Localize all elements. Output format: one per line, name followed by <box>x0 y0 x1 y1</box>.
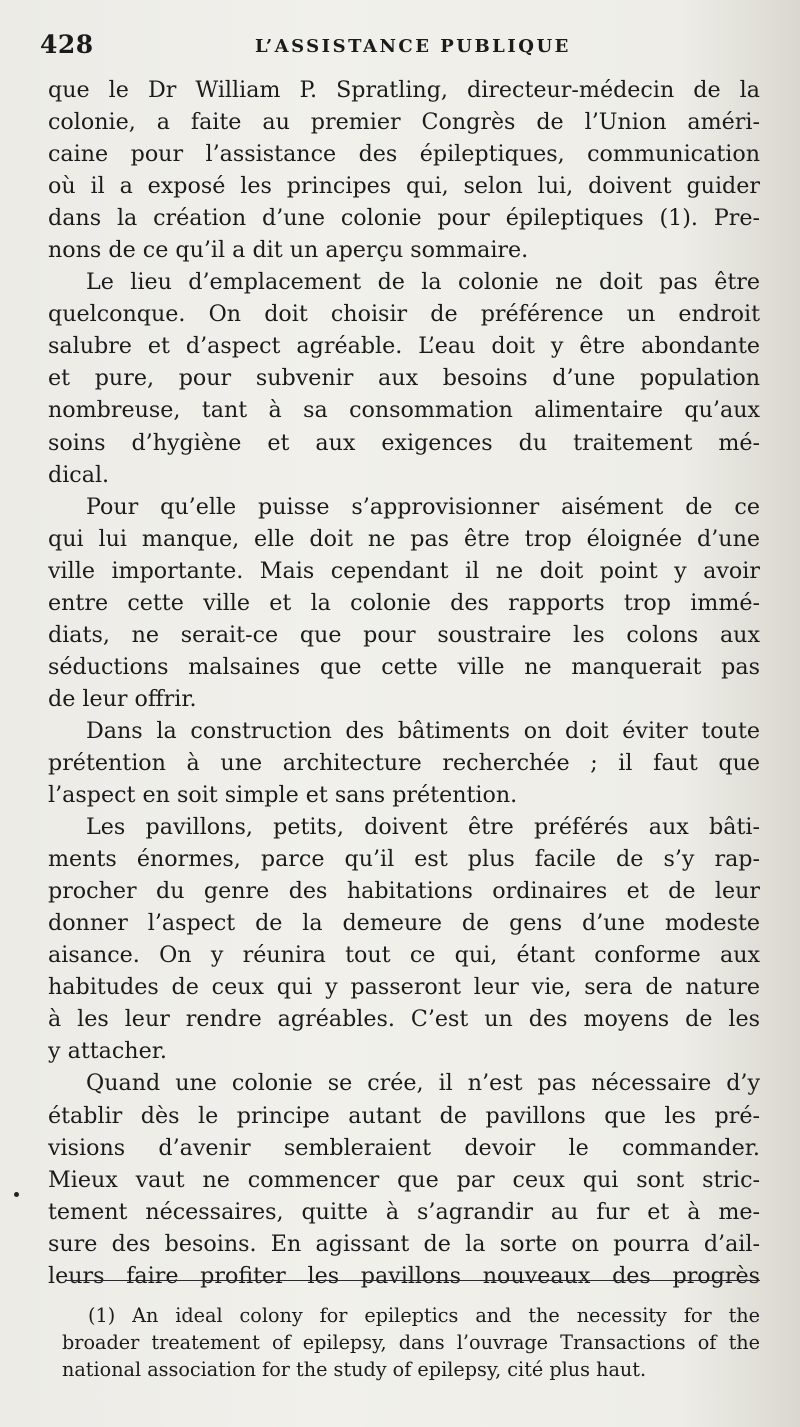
paragraph-start-line: Quand une colonie se crée, il n’est pas nécessaire d’y <box>86 1070 760 1097</box>
text-line: donner l’aspect de la demeure de gens d’une modeste <box>48 910 760 937</box>
text-line: ments énormes, parce qu’il est plus facile de s’y rap- <box>48 846 760 873</box>
text-line: qui lui manque, elle doit ne pas être trop éloignée d’une <box>48 525 760 552</box>
text-line: soins d’hygiène et aux exigences du traitement mé- <box>48 429 760 456</box>
body-text <box>48 74 760 1292</box>
text-line: tement nécessaires, quitte à s’agrandir au fur et à me- <box>48 1198 760 1225</box>
text-line: salubre et d’aspect agréable. L’eau doit y être abondante <box>48 333 760 360</box>
page-number: 428 <box>40 30 94 59</box>
text-line: prétention à une architecture recherchée ; il faut que <box>48 749 760 776</box>
paragraph-start-line: Les pavillons, petits, doivent être préférés aux bâti- <box>86 814 760 841</box>
text-line: caine pour l’assistance des épileptiques, communication <box>48 141 760 168</box>
footnote-line: (1) An ideal colony for epileptics and the necessity for the <box>88 1304 760 1327</box>
text-line: l’aspect en soit simple et sans prétention. <box>48 782 518 809</box>
footnote-line: national association for the study of epilepsy, cité plus haut. <box>62 1358 647 1381</box>
text-line: à les leur rendre agréables. C’est un des moyens de les <box>48 1006 760 1033</box>
text-line: sure des besoins. En agissant de la sorte on pourra d’ail- <box>48 1230 760 1257</box>
text-line: aisance. On y réunira tout ce qui, étant conforme aux <box>48 942 760 969</box>
text-line: dical. <box>48 461 110 488</box>
text-line: colonie, a faite au premier Congrès de l’Union améri- <box>48 109 760 136</box>
text-line: entre cette ville et la colonie des rapports trop immé- <box>48 589 760 616</box>
paragraph-start-line: Pour qu’elle puisse s’approvisionner aisément de ce <box>86 493 760 520</box>
text-line: y attacher. <box>48 1038 167 1065</box>
paragraph-start-line: Dans la construction des bâtiments on doit éviter toute <box>86 717 760 744</box>
text-line: établir dès le principe autant de pavillons que les pré- <box>48 1102 760 1129</box>
running-head: L’ASSISTANCE PUBLIQUE <box>255 36 571 57</box>
scan-speck <box>14 1192 19 1197</box>
text-line: de leur offrir. <box>48 685 197 712</box>
text-line: et pure, pour subvenir aux besoins d’une population <box>48 365 760 392</box>
text-line: où il a exposé les principes qui, selon lui, doivent guider <box>48 173 760 200</box>
text-line: ville importante. Mais cependant il ne doit point y avoir <box>48 557 760 584</box>
footnote <box>62 1302 760 1383</box>
text-line: séductions malsaines que cette ville ne manquerait pas <box>48 653 760 680</box>
text-line: nombreuse, tant à sa consommation alimentaire qu’aux <box>48 397 760 424</box>
footnote-line: broader treatement of epilepsy, dans l’ouvrage Transactions of the <box>62 1331 760 1354</box>
text-line: leurs faire profiter les pavillons nouveaux des progrès <box>48 1262 760 1289</box>
text-line: que le Dr William P. Spratling, directeur-médecin de la <box>48 77 760 103</box>
text-line: diats, ne serait-ce que pour soustraire les colons aux <box>48 621 760 648</box>
page-header <box>40 30 760 66</box>
footnote-separator <box>66 1280 760 1281</box>
text-line: nons de ce qu’il a dit un aperçu sommaire. <box>48 237 529 264</box>
text-line: habitudes de ceux qui y passeront leur vie, sera de nature <box>48 974 760 1001</box>
text-line: quelconque. On doit choisir de préférence un endroit <box>48 301 760 328</box>
text-line: dans la création d’une colonie pour épileptiques (1). Pre- <box>48 205 760 232</box>
text-line: Mieux vaut ne commencer que par ceux qui sont stric- <box>48 1166 760 1193</box>
text-line: procher du genre des habitations ordinaires et de leur <box>48 878 760 905</box>
paragraph-start-line: Le lieu d’emplacement de la colonie ne doit pas être <box>86 269 760 296</box>
text-line: visions d’avenir sembleraient devoir le commander. <box>48 1134 760 1161</box>
